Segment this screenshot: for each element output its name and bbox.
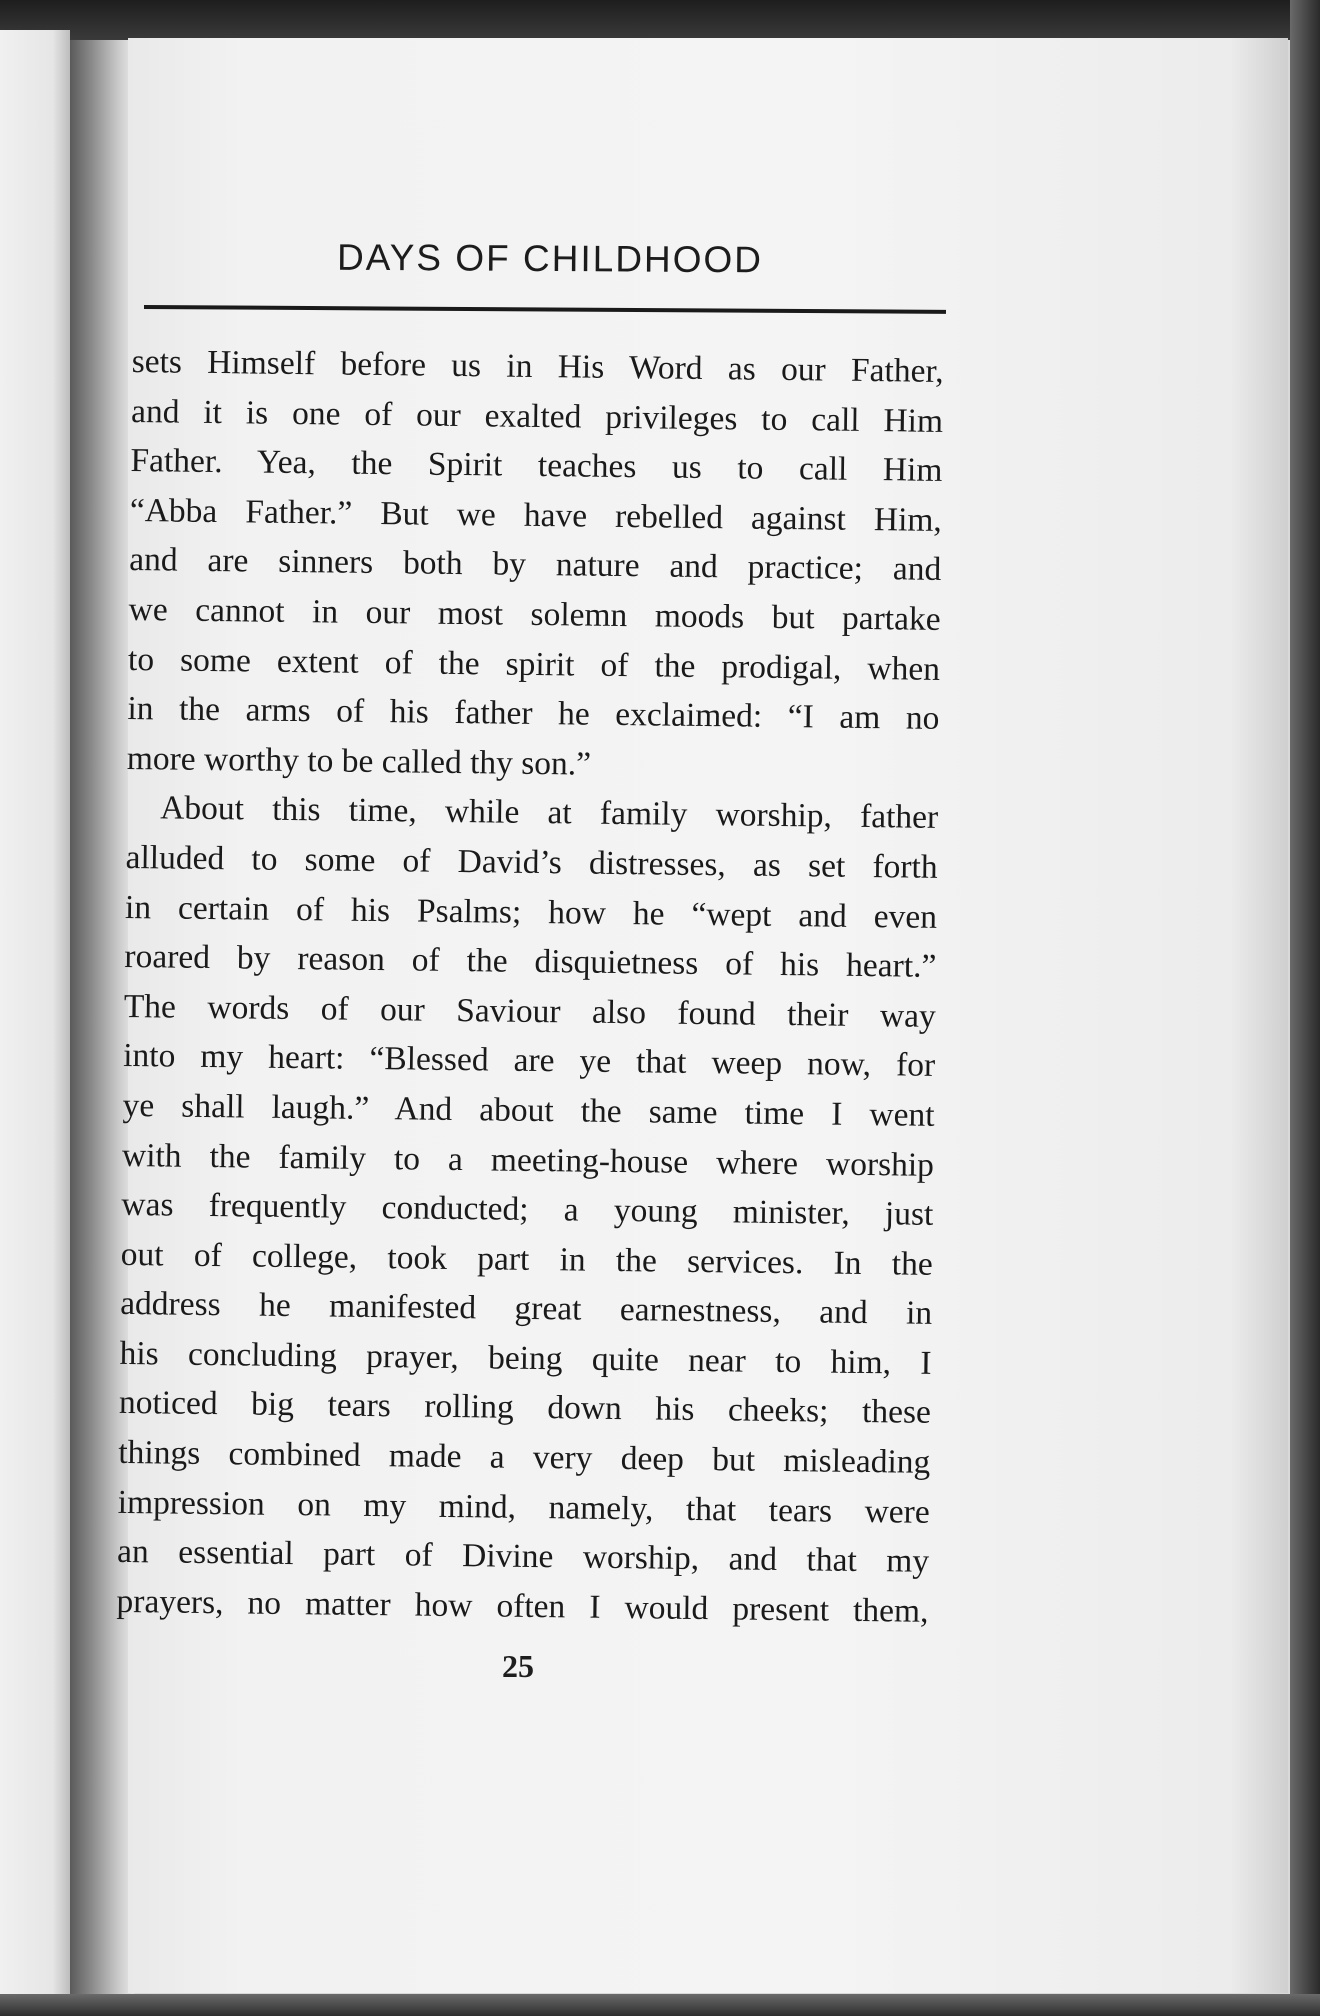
text-line: was frequently conducted; a young minister, just [121,1186,934,1233]
text-line: impression on my mind, namely, that tears were [117,1483,930,1531]
text-line: noticed big tears rolling down his cheeks; these [118,1384,932,1432]
text-line: address he manifested great earnestness, and in [119,1285,933,1333]
text-line: to some extent of the spirit of the prodigal, when [127,640,941,688]
text-line: The words of our Saviour also found their way [123,987,936,1035]
text-line: prayers, no matter how often I would present them, [116,1582,929,1630]
text-line: Father. Yea, the Spirit teaches us to call Him [130,442,943,490]
scan-bottom-edge [0,1994,1320,2016]
text-line: “Abba Father.” But we have rebelled against Him, [129,491,943,539]
text-line: in certain of his Psalms; how he “wept and even [124,888,938,936]
text-line: and are sinners both by nature and practice; and [129,541,942,589]
page-number: 25 [502,1648,534,1684]
text-line: About this time, while at family worship, father [160,789,939,837]
previous-page-edge [0,30,70,2005]
text-line: in the arms of his father he exclaimed: “I am no [127,690,940,738]
text-line: more worthy to be called thy son.” [126,739,592,783]
scan-top-edge [0,0,1320,40]
text-line: roared by reason of the disquietness of his heart.” [124,938,937,985]
text-line: sets Himself before us in His Word as our Father, [131,342,944,390]
text-line: and it is one of our exalted privileges to call Him [130,392,944,440]
text-line: things combined made a very deep but misleading [118,1433,931,1481]
text-line: with the family to a meeting-house where worship [121,1136,935,1184]
body-text [116,337,944,1636]
text-line: his concluding prayer, being quite near to him, I [119,1334,932,1382]
text-line: we cannot in our most solemn moods but partake [128,590,941,638]
text-line: an essential part of Divine worship, and that my [116,1533,930,1581]
running-head: DAYS OF CHILDHOOD [336,236,764,281]
text-line: alluded to some of David’s distresses, as set forth [125,838,938,886]
text-line: out of college, took part in the services. In the [120,1235,933,1283]
scan-right-edge [1290,0,1320,2016]
text-line: into my heart: “Blessed are ye that weep now, for [122,1037,936,1085]
text-line: ye shall laugh.” And about the same time I went [122,1086,935,1134]
